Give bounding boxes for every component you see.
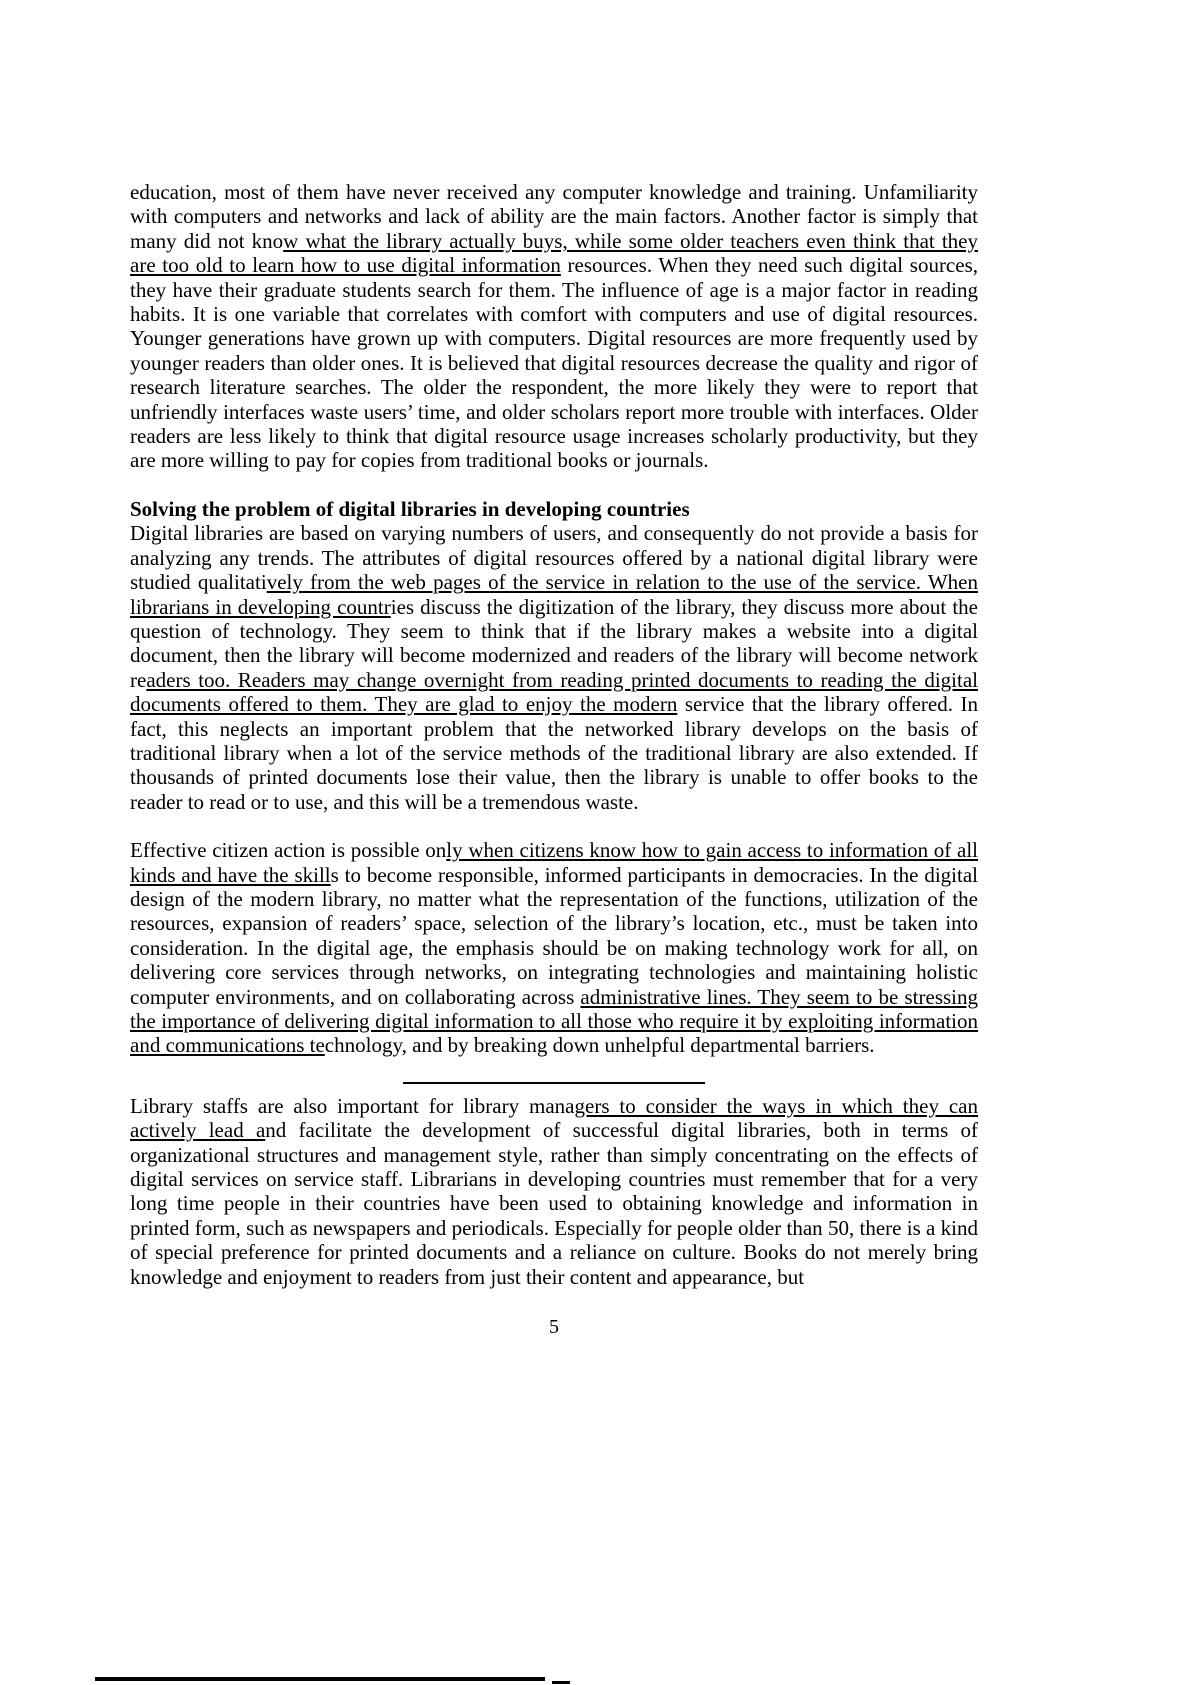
paragraph-library-staffs <box>130 1094 978 1289</box>
underlined-text: gers to consider the ways in which they can actively lead a <box>130 1093 978 1143</box>
bottom-edge-mark <box>552 1681 570 1684</box>
body-text: ies discuss the digitization of the library, they discuss more about the question of technology. They seem to think that if the library makes a website into a digital document, then the library will become modernized and readers of the library will become network re <box>130 594 978 692</box>
horizontal-divider <box>403 1082 705 1084</box>
body-text: resources. When they need such digital sources, they have their graduate students search for them. The influence of age is a major factor in reading habits. It is one variable that correlates with comfort with computers and use of digital resources. Younger generations have grown up with computers. Digital resources are more frequently used by younger readers than older ones. It is believed that digital resources decrease the quality and rigor of research literature searches. The older the respondent, the more likely they were to report that unfriendly interfaces waste users’ time, and older scholars report more trouble with interfaces. Older readers are less likely to think that digital resource usage increases scholarly productivity, but they are more willing to pay for copies from traditional books or journals. <box>130 253 979 473</box>
underlined-text: w what the library actually buys, while some older teachers even think that they are too old to learn how to use digital information <box>130 228 978 278</box>
body-text: Digital libraries are based on varying numbers of users, and consequently do not provide a basis for analyzing any trends. The attributes of digital resources offered by a national digital library were studied qualitati <box>130 521 978 595</box>
underlined-text: vely from the web pages of the service in relation to the use of the service. When librarians in developing countr <box>130 570 978 619</box>
underlined-text: ly when citizens know how to gain access to information of all kinds and have the skill <box>130 838 978 887</box>
paragraph-citizen-action <box>130 838 978 1058</box>
paragraph-digital-libraries-basis <box>130 521 978 814</box>
body-text: service that the library offered. In fact, this neglects an important problem that the networked library develops on the basis of traditional library when a lot of the service methods of the traditional library are also extended. If thousands of printed documents lose their value, then the library is unable to offer books to the reader to read or to use, and this will be a tremendous waste. <box>130 692 978 814</box>
page-number: 5 <box>549 1316 559 1339</box>
underlined-text: administrative lines. They seem to be stressing the importance of delivering digital information to all those who require it by exploiting information and communications te <box>130 984 978 1058</box>
underlined-text: aders too. Readers may change overnight from reading printed documents to reading the digital documents offered to them. They are glad to enjoy the modern <box>130 667 978 717</box>
bottom-edge-line <box>95 1677 545 1681</box>
body-text: chnology, and by breaking down unhelpful departmental barriers. <box>324 1033 875 1058</box>
section-heading: Solving the problem of digital libraries in developing countries <box>130 496 690 521</box>
body-text: Library staffs are also important for library mana <box>130 1093 575 1118</box>
body-text: s to become responsible, informed participants in democracies. In the digital design of the modern library, no matter what the representation of the functions, utilization of the resources, expansion of readers’ space, selection of the library’s location, etc., must be taken into consideration. In the digital age, the emphasis should be on making technology work for all, on delivering core services through networks, on integrating technologies and maintaining holistic computer environments, and on collaborating across <box>130 862 978 1009</box>
body-text: Effective citizen action is possible on <box>130 838 447 863</box>
body-text: nd facilitate the development of successful digital libraries, both in terms of organizational structures and management style, rather than simply concentrating on the effects of digital services on service staff. Librarians in developing countries must remember that for a very long time people in their countries have been used to obtaining knowledge and information in printed form, such as newspapers and periodicals. Especially for people older than 50, there is a kind of special preference for printed documents and a reliance on culture. Books do not merely bring knowledge and enjoyment to readers from just their content and appearance, but <box>130 1118 978 1289</box>
paragraph-age-and-digital-resources <box>130 180 978 473</box>
body-text: education, most of them have never received any computer knowledge and training. Unfamiliarity with computers and networks and lack of ability are the main factors. Another factor is simply that many did not kno <box>130 180 978 253</box>
page-content <box>130 180 978 1339</box>
